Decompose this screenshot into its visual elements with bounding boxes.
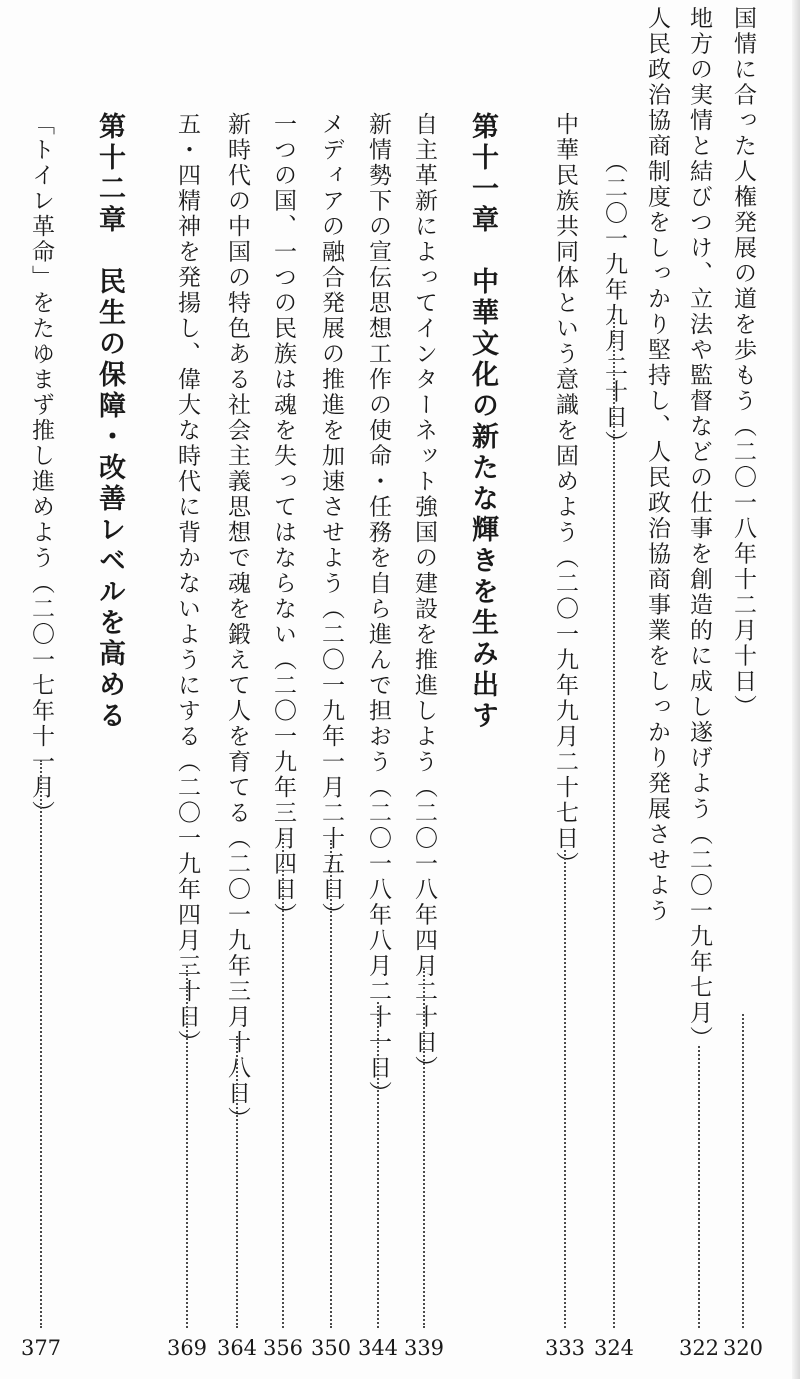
toc-entry[interactable]: [310, 0, 352, 1379]
toc-page-number: 356: [262, 1336, 304, 1360]
toc-entry-title: 中華民族共同体という意識を固めよう（二〇一九年九月二十七日）: [552, 112, 578, 877]
toc-entry[interactable]: [216, 0, 258, 1379]
dot-leader: [186, 966, 188, 1328]
dot-leader: [698, 1046, 700, 1328]
toc-entry-title: 人民政治協商制度をしっかり堅持し、人民政治協商事業をしっかり発展させよう: [644, 6, 670, 924]
toc-page-number: 377: [20, 1336, 62, 1360]
toc-entry[interactable]: [357, 0, 399, 1379]
toc-entry-title: 地方の実情と結びつけ、立法や監督などの仕事を創造的に成し遂げよう（二〇一九年七月）: [686, 6, 712, 1052]
dot-leader: [40, 760, 42, 1328]
dot-leader: [613, 318, 615, 1328]
toc-entry-title: メディアの融合発展の推進を加速させよう（二〇一九年一月二十五日）: [318, 112, 344, 928]
toc-entry-title: 五・四精神を発揚し、偉大な時代に背かないようにする（二〇一九年四月三十日）: [174, 112, 200, 1056]
toc-entry-title: 新情勢下の宣伝思想工作の使命・任務を自ら進んで担おう（二〇一八年八月二十一日）: [365, 112, 391, 1107]
chapter-title: 第十一章 中華文化の新たな輝きを生み出す: [467, 112, 498, 732]
toc-entry[interactable]: [678, 0, 720, 1379]
toc-page-number: 369: [166, 1336, 208, 1360]
toc-entry-title: （二〇一九年九月二十日）: [601, 150, 627, 456]
toc-page-number: 339: [403, 1336, 445, 1360]
page-edge: [792, 0, 800, 1379]
toc-entry[interactable]: [544, 0, 586, 1379]
dot-leader: [282, 834, 284, 1328]
toc-entry[interactable]: [640, 0, 674, 1379]
toc-entry-title: 「トイレ革命」をたゆまず推し進めよう（二〇一七年十一月）: [28, 112, 54, 826]
dot-leader: [377, 1002, 379, 1328]
toc-entry-title: 自主革新によってインターネット強国の建設を推進しよう（二〇一八年四月二十日）: [411, 112, 437, 1081]
toc-page-number: 364: [216, 1336, 258, 1360]
toc-page-number: 322: [678, 1336, 720, 1360]
dot-leader: [423, 968, 425, 1328]
chapter-title: 第十二章 民生の保障・改善レベルを高める: [94, 112, 125, 732]
dot-leader: [330, 840, 332, 1328]
toc-entry[interactable]: [403, 0, 445, 1379]
dot-leader: [236, 1036, 238, 1328]
chapter-heading: [465, 0, 499, 1379]
toc-entry[interactable]: [166, 0, 208, 1379]
toc-entry[interactable]: [593, 0, 635, 1379]
toc-page-number: 333: [544, 1336, 586, 1360]
toc-page-number: 344: [357, 1336, 399, 1360]
toc-page-number: 350: [310, 1336, 352, 1360]
toc-entry-title: 一つの国、一つの民族は魂を失ってはならない（二〇一九年三月四日）: [270, 112, 296, 928]
toc-entry[interactable]: [20, 0, 62, 1379]
dot-leader: [564, 850, 566, 1328]
chapter-heading: [92, 0, 126, 1379]
toc-page-number: 320: [722, 1336, 764, 1360]
toc-entry-title: 国情に合った人権発展の道を歩もう（二〇一八年十二月十日）: [730, 6, 756, 720]
dot-leader: [742, 1014, 744, 1328]
toc-entry[interactable]: [722, 0, 764, 1379]
toc-entry-title: 新時代の中国の特色ある社会主義思想で魂を鍛えて人を育てる（二〇一九年三月十八日）: [224, 112, 250, 1132]
toc-entry[interactable]: [262, 0, 304, 1379]
toc-page-number: 324: [593, 1336, 635, 1360]
